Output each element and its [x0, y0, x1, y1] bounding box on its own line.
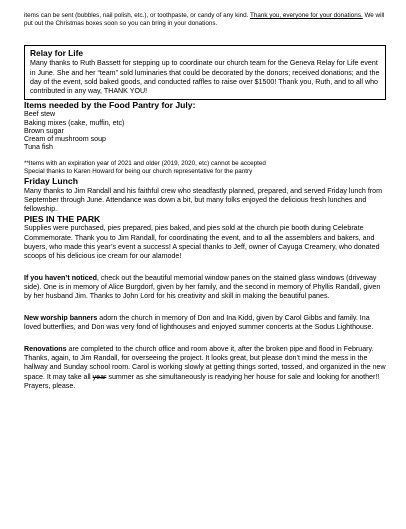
relay-body: Many thanks to Ruth Bassett for stepping up to coordinate our church team for the Geneva Relay for Life event in June. She and her “team” sold luminaries that could be decorated by the donors; received donations; and the day of the event, sold baked goods, and conducted raffles to raise over $1500! Thank you, Ruth, and to all who contributed in any way, THANK YOU!	[30, 59, 380, 95]
renovations-body: are completed to the church office and room above it, after the broken pipe and flood in February. Thanks, again, to Jim Randall, for overseeing the project. It looks great, but please don’t mind the mess in the hallway and Sunday school room. Carol is working slowly at getting things sorted, tossed, and organized in the new space. It may take all	[24, 345, 386, 381]
renovations-struck-word: year	[92, 372, 107, 381]
pantry-item: Baking mixes (cake, muffin, etc)	[24, 118, 125, 127]
friday-lunch-body: Many thanks to Jim Randall and his faithful crew who steadfastly planned, prepared, and served Friday lunch from September through June. Attendance was down a bit, but many folks enjoyed the delicious fresh lunches and fellowship.	[24, 186, 383, 213]
banners-lead: New worship banners	[24, 314, 98, 323]
intro-thanks-underlined: Thank you, everyone for your donations.	[250, 12, 363, 19]
friday-lunch-title: Friday Lunch	[24, 176, 78, 187]
pantry-item: Brown sugar	[24, 126, 64, 135]
relay-for-life-box	[24, 45, 386, 99]
pantry-note-thanks: Special thanks to Karen Howard for being our church representative for the pantry	[24, 167, 253, 175]
renovations-lead: Renovations	[24, 345, 67, 354]
pantry-item: Tuna fish	[24, 143, 53, 152]
pantry-title: Items needed by the Food Pantry for July:	[24, 99, 196, 110]
pantry-list	[24, 110, 386, 151]
intro-tail: We will put out the Christmas boxes soon so you can bring in your donations.	[24, 12, 385, 28]
windows-paragraph	[24, 274, 386, 301]
pies-title: PIES IN THE PARK	[24, 213, 101, 224]
renovations-paragraph	[24, 345, 386, 390]
banners-paragraph	[24, 314, 386, 332]
pantry-item: Cream of mushroom soup	[24, 135, 107, 144]
windows-lead: If you haven’t noticed	[24, 273, 97, 282]
pantry-item: Beef stew	[24, 110, 56, 119]
intro-text: items can be sent (bubbles, nail polish, etc.), or toothpaste, or candy of any kind.	[24, 12, 250, 19]
intro-paragraph	[24, 12, 386, 28]
banners-body: adorn the church in memory of Don and Ina Kidd, given by Carol Gibbs and family. Ina loved butterflies, and Don was very fond of lighthouses and enjoyed summer concerts at the Sodus Lighthouse.	[24, 314, 374, 332]
windows-body: , check out the beautiful memorial window panes on the stained glass windows (driveway side). One is in memory of Alice Burgdorf, given by her family, and the second in memory of Phyllis Randall, given by her husband Jim. Thanks to John Lord for his creativity and skill in making the beautiful panes.	[24, 273, 381, 301]
pies-body: Supplies were purchased, pies prepared, pies baked, and pies sold at the church pie booth during Celebrate Commemorate. Thank you to Jim Randall, for coordinating the event, and to all the assemblers and bakers, and buyers, who made this year’s event a success! A special thanks to Jeff, owner of Cayuga Creamery, who donated scoops of his delicious ice cream for our alamode!	[24, 224, 380, 260]
newsletter-page	[24, 12, 386, 391]
renovations-tail: summer as she simultaneously is readying her house for sale and looking for another!! Prayers, please.	[24, 372, 380, 390]
relay-title: Relay for Life	[30, 48, 84, 59]
pantry-note-expiration: **Items with an expiration year of 2021 and older (2019, 2020, etc) cannot be accepted	[24, 159, 266, 167]
